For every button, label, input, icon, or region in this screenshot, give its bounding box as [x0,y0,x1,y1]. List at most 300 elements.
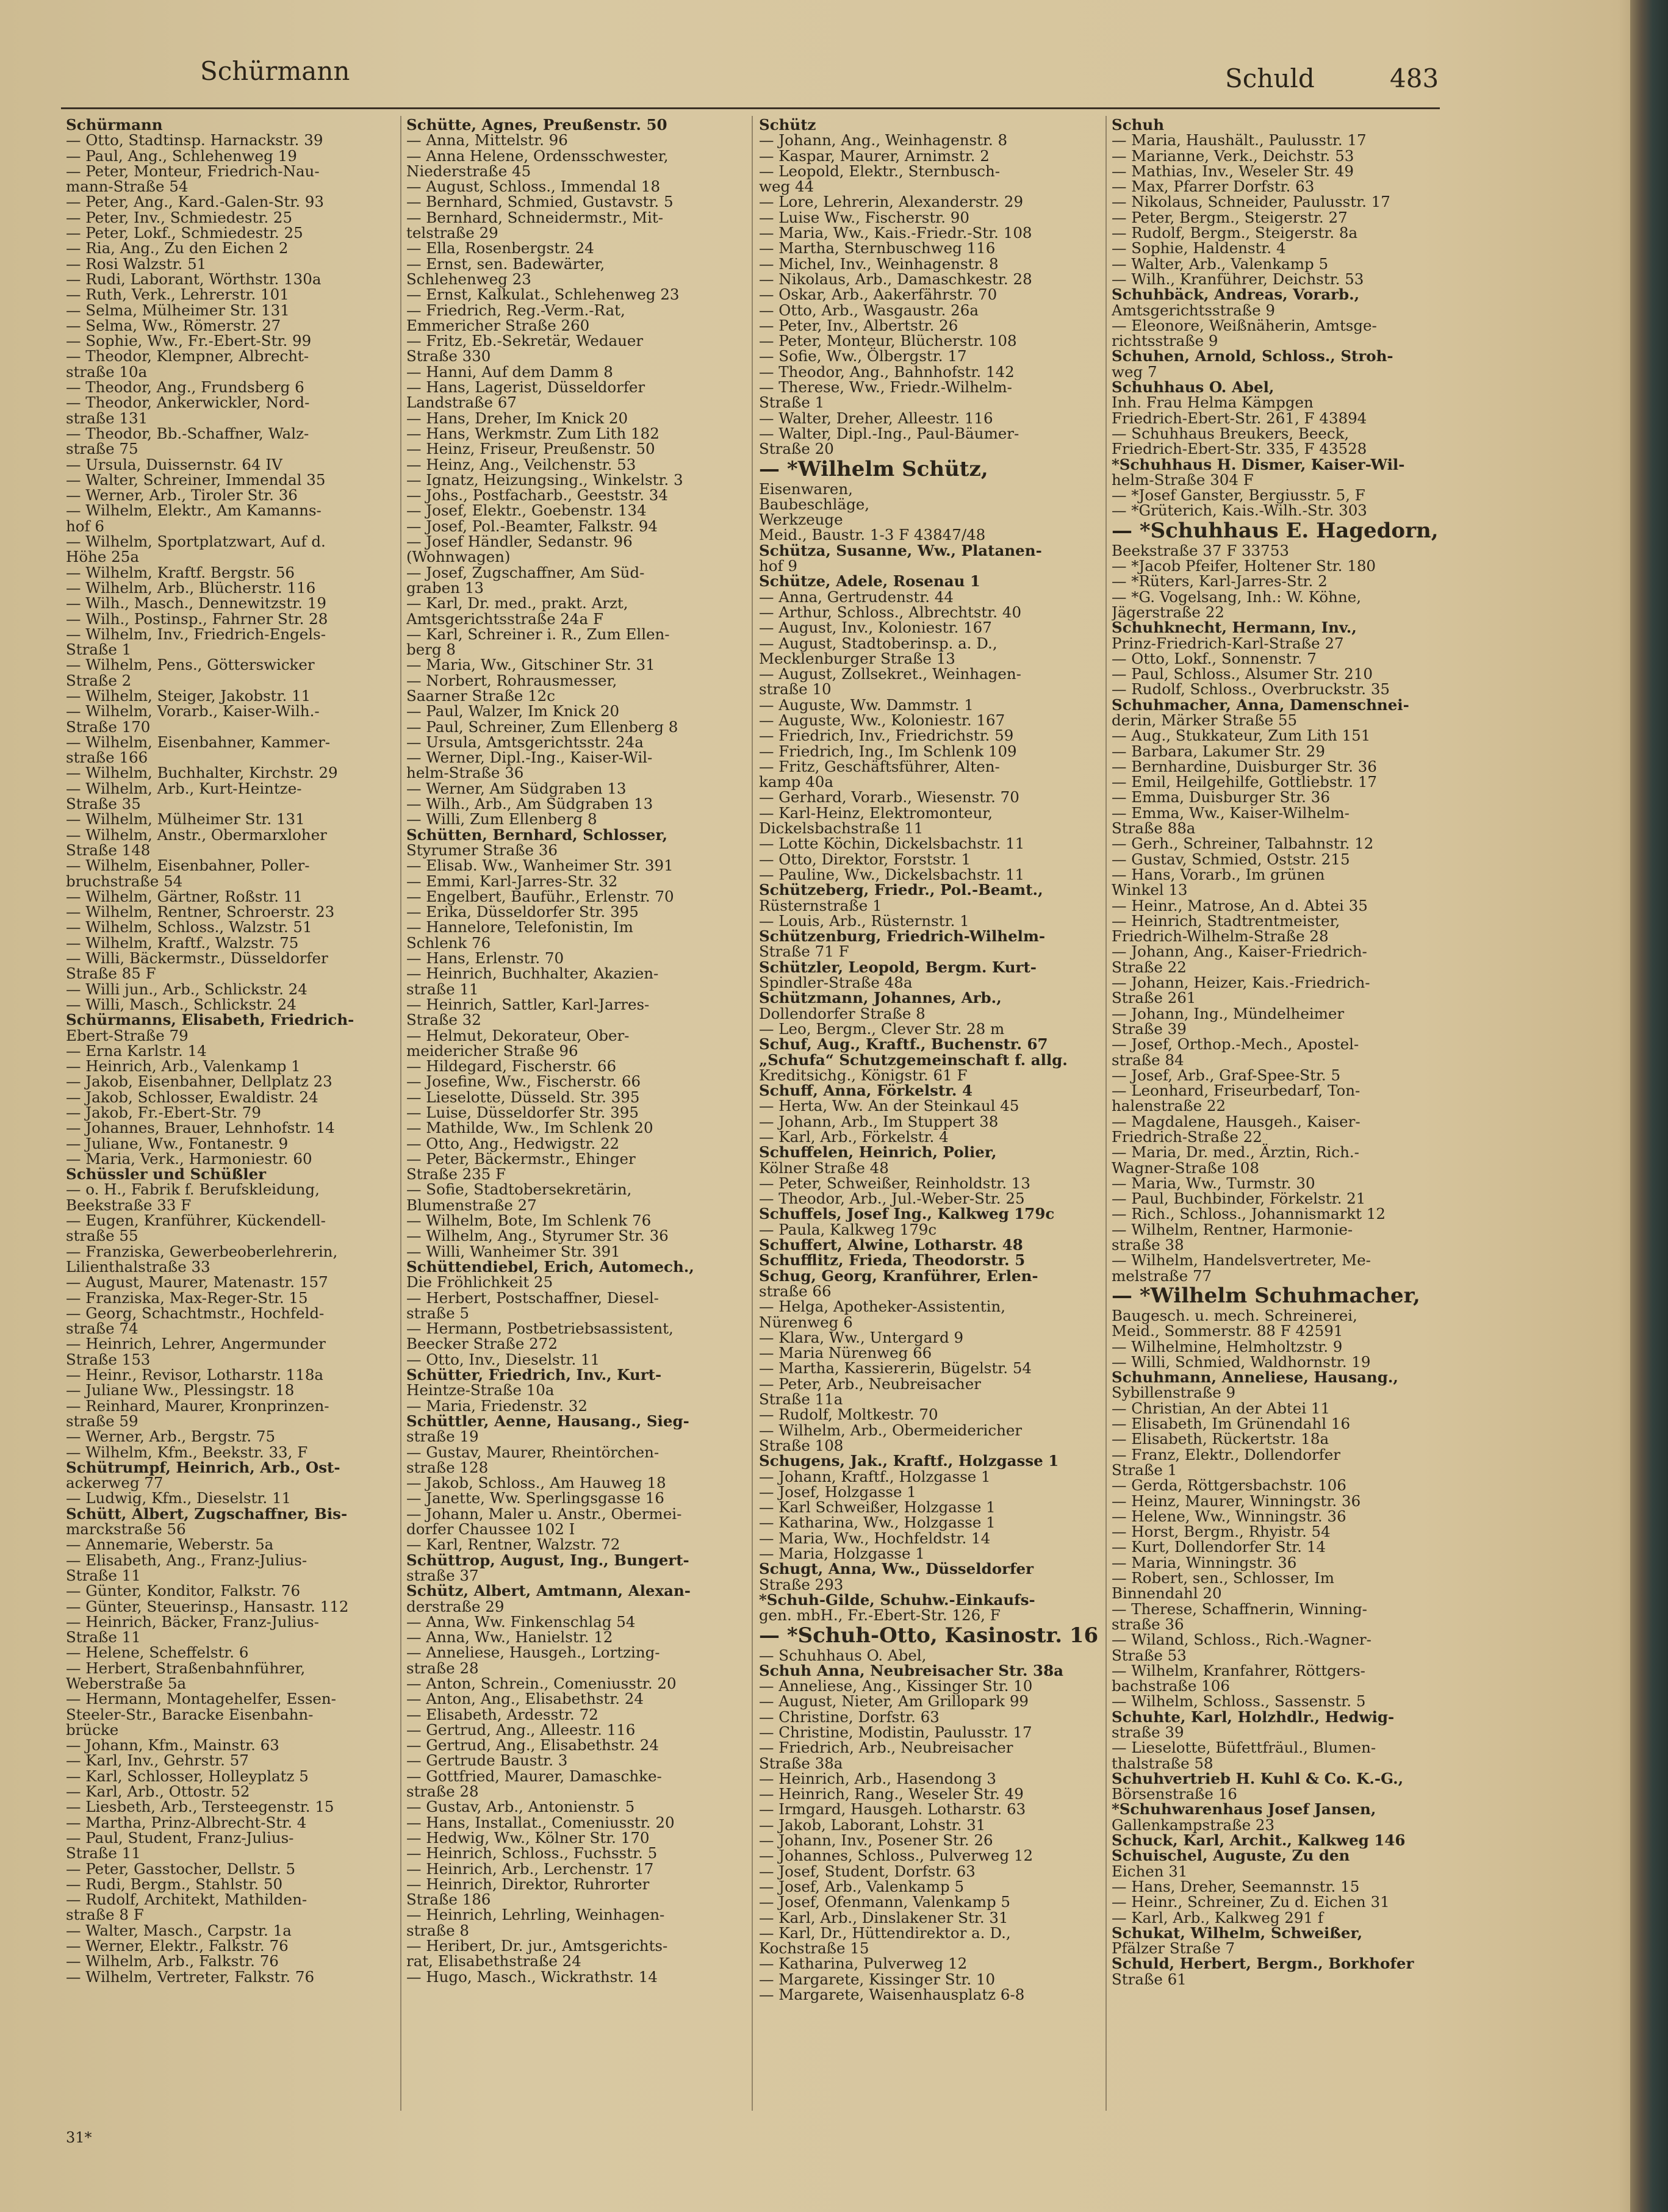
directory-entry: helm-Straße 304 F [1112,470,1254,489]
directory-entry: gen. mbH., Fr.-Ebert-Str. 126, F [759,1606,1001,1625]
directory-heading-entry: Schuhbäck, Andreas, Vorarb., [1112,285,1360,304]
directory-heading-entry: Schuh [1112,117,1165,134]
directory-entry: — Wilhelm, Steiger, Jakobstr. 11 [66,686,311,705]
directory-column-3 [759,117,1101,2130]
directory-entry: Straße 61 [1112,1970,1187,1988]
directory-heading-entry: — *Schuhhaus E. Hagedorn, [1112,518,1439,543]
directory-entry: — Fritz, Geschäftsführer, Alten- [759,757,1000,775]
directory-entry: Straße 39 [1112,1019,1187,1038]
directory-entry: — Franziska, Gewerbeoberlehrerin, [66,1242,338,1260]
directory-entry: — Robert, sen., Schlosser, Im [1112,1569,1335,1587]
directory-entry: bachstraße 106 [1112,1677,1230,1695]
directory-entry: — Josefine, Ww., Fischerstr. 66 [406,1072,641,1091]
directory-entry: — Hans, Erlenstr. 70 [406,949,564,968]
directory-entry: Beekstraße 37 F 33753 [1112,541,1289,559]
directory-entry: straße 8 [406,1921,469,1939]
directory-heading-entry: Schuh Anna, Neubreisacher Str. 38a [759,1661,1063,1679]
directory-entry: — Ernst, sen. Badewärter, [406,254,605,273]
directory-entry: — Wilhelm, Schloss., Sassenstr. 5 [1112,1692,1366,1711]
directory-entry: — Auguste, Ww. Dammstr. 1 [759,695,974,714]
directory-entry: — Wilhelm, Inv., Friedrich-Engels- [66,625,326,643]
directory-entry: — Emil, Heilgehilfe, Gottliebstr. 17 [1112,773,1378,791]
directory-entry: Saarner Straße 12c [406,686,555,705]
directory-heading-entry: *Schuhwarenhaus Josef Jansen, [1112,1800,1376,1819]
directory-entry: — Friedrich, Inv., Friedrichstr. 59 [759,727,1014,745]
directory-entry: — Barbara, Lakumer Str. 29 [1112,742,1325,760]
directory-entry: — Wilhelm, Vertreter, Falkstr. 76 [66,1967,315,1986]
directory-entry: Kochstraße 15 [759,1939,869,1958]
directory-entry: — Wilhelmine, Helmholtzstr. 9 [1112,1337,1343,1356]
directory-entry: — Margarete, Kissinger Str. 10 [759,1970,996,1988]
directory-entry: — Johann, Ang., Kaiser-Friedrich- [1112,943,1367,961]
directory-entry: — Wilhelm, Mülheimer Str. 131 [66,810,305,828]
directory-entry: — Peter, Lokf., Schmiedestr. 25 [66,224,303,242]
directory-entry: — Karl, Inv., Gehrstr. 57 [66,1751,249,1770]
directory-entry: mann-Straße 54 [66,178,189,196]
directory-heading-entry: Schuhmacher, Anna, Damenschnei- [1112,695,1409,714]
directory-entry: — Wilhelm, Ang., Styrumer Str. 36 [406,1227,669,1245]
directory-entry: — Jakob, Eisenbahner, Dellplatz 23 [66,1072,333,1091]
directory-heading-entry: Schuffert, Alwine, Lotharstr. 48 [759,1236,1023,1254]
directory-entry: — Heinrich, Stadtrentmeister, [1112,911,1340,930]
directory-entry: — Johannes, Brauer, Lehnhofstr. 14 [66,1119,335,1137]
directory-entry: — Peter, Bäckermstr., Ehinger [406,1149,636,1168]
directory-entry: — Johann, Kfm., Mainstr. 63 [66,1736,279,1754]
directory-entry: — Friedrich, Arb., Neubreisacher [759,1739,1013,1757]
directory-heading-entry: Schuhmann, Anneliese, Hausang., [1112,1368,1398,1387]
directory-entry: Meid., Baustr. 1-3 F 43847/48 [759,526,986,544]
directory-entry: straße 5 [406,1304,469,1322]
directory-heading-entry: Schürmann [66,117,163,134]
directory-entry: — Nikolaus, Schneider, Paulusstr. 17 [1112,193,1390,211]
directory-entry: — Luise, Düsseldorfer Str. 395 [406,1104,639,1121]
directory-heading-entry: Schütza, Susanne, Ww., Platanen- [759,541,1042,559]
directory-entry: — Anna, Ww. Finkenschlag 54 [406,1612,636,1631]
directory-entry: — Jakob, Fr.-Ebert-Str. 79 [66,1104,261,1121]
directory-entry: — Eugen, Kranführer, Kückendell- [66,1212,326,1230]
directory-entry: straße 36 [1112,1615,1184,1633]
directory-entry: — Paul, Schreiner, Zum Ellenberg 8 [406,717,678,736]
directory-entry: Meid., Sommerstr. 88 F 42591 [1112,1322,1343,1340]
directory-entry: — Hildegard, Fischerstr. 66 [406,1057,617,1075]
directory-entry: Straße 186 [406,1891,491,1909]
directory-entry: — Horst, Bergm., Rhyistr. 54 [1112,1523,1331,1541]
directory-entry: marckstraße 56 [66,1520,186,1539]
directory-entry: straße 10a [66,362,148,381]
directory-entry: — Karl, Rentner, Walzstr. 72 [406,1535,620,1554]
directory-entry: graben 13 [406,578,484,597]
directory-entry: — Willi, Zum Ellenberg 8 [406,810,597,828]
directory-entry: Inh. Frau Helma Kämpgen [1112,393,1314,412]
directory-entry: — Josef, Arb., Valenkamp 5 [759,1877,965,1895]
directory-heading-entry: Schukat, Wilhelm, Schweißer, [1112,1923,1363,1942]
directory-entry: — Therese, Schaffnerin, Winning- [1112,1600,1367,1618]
directory-entry: Rüsternstraße 1 [759,896,882,914]
directory-entry: — Rosi Walzstr. 51 [66,254,207,273]
directory-entry: — August, Nieter, Am Grillopark 99 [759,1692,1029,1711]
directory-heading-entry: Schütz [759,117,816,134]
directory-entry: — Hermann, Postbetriebsassistent, [406,1320,674,1338]
directory-entry: — Johann, Heizer, Kais.-Friedrich- [1112,974,1370,992]
directory-entry: — Ursula, Amtsgerichtsstr. 24a [406,733,644,751]
directory-entry: Binnendahl 20 [1112,1584,1222,1603]
directory-entry: — Maria, Verk., Harmoniestr. 60 [66,1149,312,1168]
directory-entry: straße 75 [66,440,138,458]
directory-entry: — Karl, Arb., Kalkweg 291 f [1112,1908,1323,1927]
directory-entry: Dickelsbachstraße 11 [759,819,924,838]
directory-heading-entry: Schuld, Herbert, Bergm., Borkhofer [1112,1955,1414,1973]
directory-entry: Schlehenweg 23 [406,270,531,288]
directory-entry: straße 10 [759,680,832,698]
directory-entry: — Heribert, Dr. jur., Amtsgerichts- [406,1937,668,1955]
directory-entry: — Anton, Schrein., Comeniusstr. 20 [406,1674,677,1692]
directory-entry: — Lore, Lehrerin, Alexanderstr. 29 [759,193,1024,211]
directory-entry: — Paula, Kalkweg 179c [759,1220,937,1238]
directory-entry: — August, Inv., Koloniestr. 167 [759,619,992,637]
directory-entry: — Louis, Arb., Rüsternstr. 1 [759,911,969,930]
directory-heading-entry: Schütz, Albert, Amtmann, Alexan- [406,1582,691,1600]
directory-entry: — Heinrich, Schloss., Fuchsstr. 5 [406,1844,658,1862]
directory-entry: Die Fröhlichkeit 25 [406,1273,553,1291]
directory-entry: — Paul, Ang., Schlehenweg 19 [66,146,297,165]
directory-entry: Straße 11a [759,1390,843,1409]
directory-entry: — Emma, Ww., Kaiser-Wilhelm- [1112,803,1350,822]
directory-entry: — Peter, Inv., Albertstr. 26 [759,316,958,334]
directory-entry: — Maria, Friedenstr. 32 [406,1396,588,1415]
directory-entry: — Hugo, Masch., Wickrathstr. 14 [406,1967,658,1986]
directory-entry: Landstraße 67 [406,393,517,412]
directory-heading-entry: Schützeberg, Friedr., Pol.-Beamt., [759,881,1043,899]
directory-entry: — Heinrich, Arb., Hasendong 3 [759,1769,996,1787]
directory-entry: Werkzeuge [759,511,843,529]
directory-entry: — Rudi, Laborant, Wörthstr. 130a [66,270,322,288]
directory-entry: — Heinrich, Lehrling, Weinhagen- [406,1906,665,1924]
directory-entry: — Josef, Student, Dorfstr. 63 [759,1862,976,1880]
directory-entry: helm-Straße 36 [406,764,524,782]
directory-entry: — Walter, Schreiner, Immendal 35 [66,470,326,489]
directory-entry: — Peter, Inv., Schmiedestr. 25 [66,208,293,226]
directory-entry: — Martha, Kassiererin, Bügelstr. 54 [759,1359,1032,1377]
directory-entry: Baubeschläge, [759,495,870,513]
directory-entry: — Josef, Ofenmann, Valenkamp 5 [759,1893,1011,1911]
directory-entry: — Max, Pfarrer Dorfstr. 63 [1112,178,1315,196]
directory-entry: — Gerh., Schreiner, Talbahnstr. 12 [1112,835,1374,853]
directory-entry: Weberstraße 5a [66,1674,187,1692]
directory-entry: straße 55 [66,1227,138,1245]
directory-entry: Sybillenstraße 9 [1112,1384,1236,1402]
directory-entry: — *Jacob Pfeifer, Holtener Str. 180 [1112,557,1376,575]
directory-entry: — Gertrude Baustr. 3 [406,1751,568,1770]
directory-entry: — Rudolf, Bergm., Steigerstr. 8a [1112,224,1358,242]
directory-entry: — Willi, Masch., Schlickstr. 24 [66,995,297,1013]
directory-entry: Straße 235 F [406,1165,506,1183]
directory-entry: Straße 11 [66,1844,141,1862]
directory-entry: Steeler-Str., Baracke Eisenbahn- [66,1705,314,1723]
directory-entry: — Rudi, Bergm., Stahlstr. 50 [66,1875,283,1893]
directory-entry: — Juliane Ww., Plessingstr. 18 [66,1381,295,1399]
directory-entry: — Franziska, Max-Reger-Str. 15 [66,1288,308,1307]
directory-entry: — Georg, Schachtmstr., Hochfeld- [66,1304,325,1322]
directory-entry: straße 131 [66,409,148,427]
directory-heading-entry: Schütte, Agnes, Preußenstr. 50 [406,117,667,134]
directory-entry: dorfer Chaussee 102 I [406,1520,575,1539]
directory-entry: hof 9 [759,557,797,575]
directory-heading-entry: Schütten, Bernhard, Schlosser, [406,825,668,844]
directory-entry: — Ursula, Duissernstr. 64 IV [66,455,282,473]
directory-entry: — Sofie, Ww., Ölbergstr. 17 [759,347,967,365]
directory-entry: berg 8 [406,641,456,659]
directory-entry: — Karl, Arb., Förkelstr. 4 [759,1128,949,1146]
directory-entry: — *Rüters, Karl-Jarres-Str. 2 [1112,572,1328,591]
directory-entry: — Theodor, Bb.-Schaffner, Walz- [66,424,309,442]
directory-entry: — Franz, Elektr., Dollendorfer [1112,1445,1340,1463]
directory-entry: — Christine, Modistin, Paulusstr. 17 [759,1723,1032,1741]
directory-entry: — Heinz, Ang., Veilchenstr. 53 [406,455,636,473]
directory-entry: — Heinr., Matrose, An d. Abtei 35 [1112,896,1368,914]
directory-entry: Straße 11 [66,1566,141,1584]
directory-entry: — Karl, Schlosser, Holleyplatz 5 [66,1767,309,1785]
directory-entry: — Bernhardine, Duisburger Str. 36 [1112,757,1377,775]
directory-entry: — Günter, Konditor, Falkstr. 76 [66,1582,301,1600]
directory-entry: — Elisabeth, Ang., Franz-Julius- [66,1551,307,1569]
directory-entry: Straße 11 [66,1628,141,1646]
directory-heading-entry: Schüttendiebel, Erich, Automech., [406,1257,694,1276]
directory-entry: Lilienthalstraße 33 [66,1257,210,1276]
directory-entry: — Peter, Gasstocher, Dellstr. 5 [66,1859,296,1878]
directory-entry: — Heinrich, Arb., Valenkamp 1 [66,1057,301,1075]
directory-entry: Jägerstraße 22 [1112,603,1224,621]
directory-entry: — Werner, Elektr., Falkstr. 76 [66,1937,289,1955]
directory-entry: — Maria, Ww., Turmstr. 30 [1112,1174,1315,1192]
directory-entry: — Schuhhaus Breukers, Beeck, [1112,424,1350,442]
directory-entry: — Ria, Ang., Zu den Eichen 2 [66,239,289,257]
directory-entry: — August, Schloss., Immendal 18 [406,178,661,196]
directory-entry: — Josef, Pol.-Beamter, Falkstr. 94 [406,517,658,535]
directory-entry: — Heinrich, Lehrer, Angermunder [66,1335,326,1353]
directory-entry: straße 38 [1112,1236,1184,1254]
directory-entry: richtsstraße 9 [1112,332,1218,350]
directory-entry: straße 84 [1112,1050,1184,1069]
directory-entry: Straße 170 [66,717,151,736]
running-head-left: Schürmann [200,56,350,86]
directory-entry: — Ella, Rosenbergstr. 24 [406,239,594,257]
directory-entry: straße 8 F [66,1906,144,1924]
directory-entry: — Anna Helene, Ordensschwester, [406,146,669,165]
column-divider [1105,116,1107,2111]
directory-entry: straße 74 [66,1320,138,1338]
directory-entry: Emmericher Straße 260 [406,316,590,334]
directory-entry: — Peter, Ang., Kard.-Galen-Str. 93 [66,193,324,211]
directory-entry: — Peter, Bergm., Steigerstr. 27 [1112,208,1348,226]
directory-entry: — o. H., Fabrik f. Berufskleidung, [66,1180,320,1199]
directory-entry: — Fritz, Eb.-Sekretär, Wedauer [406,332,644,350]
directory-entry: Straße 20 [759,440,834,458]
directory-entry: — Arthur, Schloss., Albrechtstr. 40 [759,603,1022,621]
directory-entry: Niederstraße 45 [406,162,531,180]
directory-entry: — Wilhelm, Kranfahrer, Röttgers- [1112,1661,1365,1679]
directory-entry: derin, Märker Straße 55 [1112,711,1298,729]
directory-entry: melstraße 77 [1112,1266,1212,1285]
directory-entry: Friedrich-Straße 22 [1112,1128,1262,1146]
directory-entry: — Friedrich, Ing., Im Schlenk 109 [759,742,1017,760]
directory-entry: — Josef, Zugschaffner, Am Süd- [406,563,645,581]
directory-entry: — Katharina, Pulverweg 12 [759,1955,968,1973]
directory-entry: — Elisabeth, Rückertstr. 18a [1112,1430,1329,1448]
directory-entry: — Otto, Lokf., Sonnenstr. 7 [1112,649,1317,667]
directory-heading-entry: Schuhen, Arnold, Schloss., Stroh- [1112,347,1393,365]
directory-entry: bruchstraße 54 [66,872,183,890]
directory-entry: — Willi, Wanheimer Str. 391 [406,1242,620,1260]
directory-entry: — Lotte Köchin, Dickelsbachstr. 11 [759,835,1025,853]
directory-entry: — Elisab. Ww., Wanheimer Str. 391 [406,856,674,875]
directory-entry: — Liesbeth, Arb., Tersteegenstr. 15 [66,1798,334,1816]
directory-entry: — Wilhelm, Vorarb., Kaiser-Wilh.- [66,702,320,720]
directory-entry: — Wilhelm, Pens., Götterswicker [66,656,315,674]
directory-entry: — Hedwig, Ww., Kölner Str. 170 [406,1828,650,1847]
directory-entry: Spindler-Straße 48a [759,974,913,992]
directory-entry: straße 37 [406,1566,479,1584]
directory-entry: — Otto, Arb., Wasgaustr. 26a [759,301,979,319]
directory-entry: — Paul, Walzer, Im Knick 20 [406,702,620,720]
directory-entry: — Anna, Ww., Hanielstr. 12 [406,1628,613,1646]
directory-entry: — Elisabeth, Ardesstr. 72 [406,1705,599,1723]
directory-entry: Eichen 31 [1112,1862,1188,1880]
directory-entry: Straße 1 [1112,1460,1177,1479]
directory-entry: — Otto, Inv., Dieselstr. 11 [406,1350,600,1368]
directory-entry: — Lieselotte, Büfettfräul., Blumen- [1112,1739,1376,1757]
directory-entry: Gallenkampstraße 23 [1112,1815,1275,1834]
directory-entry: — Therese, Ww., Friedr.-Wilhelm- [759,378,1012,397]
directory-entry: hof 6 [66,517,104,535]
directory-heading-entry: — *Wilhelm Schütz, [759,456,988,481]
directory-entry: — Johann, Arb., Im Stuppert 38 [759,1112,999,1130]
directory-entry: — Heinrich, Arb., Lerchenstr. 17 [406,1859,654,1878]
directory-entry: derstraße 29 [406,1597,505,1615]
directory-entry: — August, Stadtoberinsp. a. D., [759,634,998,652]
directory-entry: — Wilhelm, Eisenbahner, Poller- [66,856,310,875]
directory-entry: — Maria, Winningstr. 36 [1112,1553,1297,1571]
directory-column-2 [406,117,748,2130]
directory-heading-entry: Schütrumpf, Heinrich, Arb., Ost- [66,1458,340,1476]
directory-entry: — Heinr., Schreiner, Zu d. Eichen 31 [1112,1893,1390,1911]
directory-entry: Prinz-Friedrich-Karl-Straße 27 [1112,634,1344,652]
directory-entry: — Ernst, Kalkulat., Schlehenweg 23 [406,285,680,304]
directory-entry: — *Josef Ganster, Bergiusstr. 5, F [1112,486,1365,505]
directory-entry: — Wilhelm, Arb., Falkstr. 76 [66,1952,279,1970]
directory-entry: — Paul, Schloss., Alsumer Str. 210 [1112,665,1373,683]
directory-entry: — Eleonore, Weißnäherin, Amtsge- [1112,316,1377,334]
directory-heading-entry: Schugt, Anna, Ww., Düsseldorfer [759,1560,1034,1578]
directory-entry: — Lieselotte, Düsseld. Str. 395 [406,1088,640,1106]
directory-entry: — *Grüterich, Kais.-Wilh.-Str. 303 [1112,501,1367,520]
directory-entry: — Mathilde, Ww., Im Schlenk 20 [406,1119,653,1137]
directory-entry: — Wiland, Schloss., Rich.-Wagner- [1112,1631,1371,1649]
directory-heading-entry: Schuischel, Auguste, Zu den [1112,1847,1350,1865]
directory-entry: — Anna, Mittelstr. 96 [406,131,568,149]
directory-entry: (Wohnwagen) [406,548,511,566]
directory-entry: — Johann, Maler u. Anstr., Obermei- [406,1504,682,1523]
directory-entry: — Theodor, Ankerwickler, Nord- [66,393,310,412]
directory-entry: — Johann, Ang., Weinhagenstr. 8 [759,131,1008,149]
directory-entry: — Kurt, Dollendorfer Str. 14 [1112,1538,1326,1556]
directory-entry: Winkel 13 [1112,881,1188,899]
directory-entry: — Sophie, Ww., Fr.-Ebert-Str. 99 [66,332,312,350]
directory-entry: Beekstraße 33 F [66,1196,192,1214]
directory-heading-entry: *Schuhhaus H. Dismer, Kaiser-Wil- [1112,455,1405,473]
directory-entry: — Heinrich, Buchhalter, Akazien- [406,964,659,983]
directory-entry: — Willi jun., Arb., Schlickstr. 24 [66,980,307,998]
directory-entry: — Günter, Steuerinsp., Hansastr. 112 [66,1597,349,1615]
directory-entry: halenstraße 22 [1112,1097,1226,1115]
directory-entry: — Luise Ww., Fischerstr. 90 [759,208,969,226]
directory-column-1 [66,117,408,2130]
directory-entry: — Johannes, Schloss., Pulverweg 12 [759,1847,1034,1865]
directory-entry: — Maria, Ww., Kais.-Friedr.-Str. 108 [759,224,1032,242]
directory-entry: Nürenweg 6 [759,1313,853,1331]
directory-entry: — Wilhelm, Arb., Kurt-Heintze- [66,779,302,797]
directory-entry: — Katharina, Ww., Holzgasse 1 [759,1514,996,1532]
directory-entry: Schlenk 76 [406,933,491,952]
directory-entry: — Wilhelm, Kfm., Beekstr. 33, F [66,1443,308,1461]
directory-entry: — Walter, Arb., Valenkamp 5 [1112,254,1329,273]
directory-entry: — Peter, Schweißer, Reinholdstr. 13 [759,1174,1030,1192]
directory-entry: — Helene, Scheffelstr. 6 [66,1643,249,1662]
directory-entry: Dollendorfer Straße 8 [759,1004,926,1022]
directory-entry: — Wilh., Masch., Dennewitzstr. 19 [66,594,326,612]
directory-entry: — Ludwig, Kfm., Dieselstr. 11 [66,1489,292,1507]
directory-entry: — Heinrich, Bäcker, Franz-Julius- [66,1612,319,1631]
directory-entry: Blumenstraße 27 [406,1196,537,1214]
directory-heading-entry: Schüttler, Aenne, Hausang., Sieg- [406,1412,689,1430]
directory-heading-entry: Schürmanns, Elisabeth, Friedrich- [66,1011,354,1029]
directory-entry: — Wilhelm, Arb., Blücherstr. 116 [66,578,316,597]
directory-entry: Amtsgerichtsstraße 9 [1112,301,1275,319]
directory-entry: — Wilhelm, Gärtner, Roßstr. 11 [66,887,303,905]
directory-entry: — Theodor, Arb., Jul.-Weber-Str. 25 [759,1190,1025,1208]
directory-entry: — Jakob, Laborant, Lohstr. 31 [759,1815,986,1834]
directory-entry: straße 66 [759,1282,832,1300]
directory-heading-entry: *Schuh-Gilde, Schuhw.-Einkaufs- [759,1590,1035,1609]
directory-entry: Straße 153 [66,1350,151,1368]
directory-heading-entry: Schuffelen, Heinrich, Polier, [759,1143,997,1162]
directory-entry: straße 28 [406,1783,479,1801]
directory-entry: straße 19 [406,1427,479,1446]
directory-entry: — Christine, Dorfstr. 63 [759,1707,940,1726]
directory-entry: — Klara, Ww., Untergard 9 [759,1328,964,1346]
directory-entry: Amtsgerichtsstraße 24a F [406,609,603,628]
directory-entry: — Willi, Schmied, Waldhornstr. 19 [1112,1352,1371,1371]
directory-entry: — Wilhelm, Bote, Im Schlenk 76 [406,1212,652,1230]
directory-heading-entry: Schuck, Karl, Archit., Kalkweg 146 [1112,1831,1406,1850]
directory-entry: — Otto, Ang., Hedwigstr. 22 [406,1134,620,1152]
directory-entry: — Wilhelm, Eisenbahner, Kammer- [66,733,331,751]
header-rule [61,107,1440,109]
directory-entry: — Anton, Ang., Elisabethstr. 24 [406,1690,644,1708]
directory-entry: — Erika, Düsseldorfer Str. 395 [406,903,639,921]
directory-heading-entry: Schützler, Leopold, Bergm. Kurt- [759,958,1037,976]
directory-entry: — Anneliese, Hausgeh., Lortzing- [406,1643,660,1662]
directory-entry: — Heinrich, Direktor, Ruhrorter [406,1875,650,1893]
directory-entry: Straße 330 [406,347,491,365]
directory-entry: — Gertrud, Ang., Elisabethstr. 24 [406,1736,659,1754]
directory-entry: — Werner, Am Südgraben 13 [406,779,627,797]
directory-entry: — August, Zollsekret., Weinhagen- [759,665,1021,683]
directory-entry: brücke [66,1720,119,1739]
directory-entry: — Paul, Buchbinder, Förkelstr. 21 [1112,1190,1366,1208]
directory-entry: — Selma, Ww., Römerstr. 27 [66,316,281,334]
directory-entry: Straße 1 [759,393,825,412]
directory-entry: — Karl Schweißer, Holzgasse 1 [759,1498,996,1517]
